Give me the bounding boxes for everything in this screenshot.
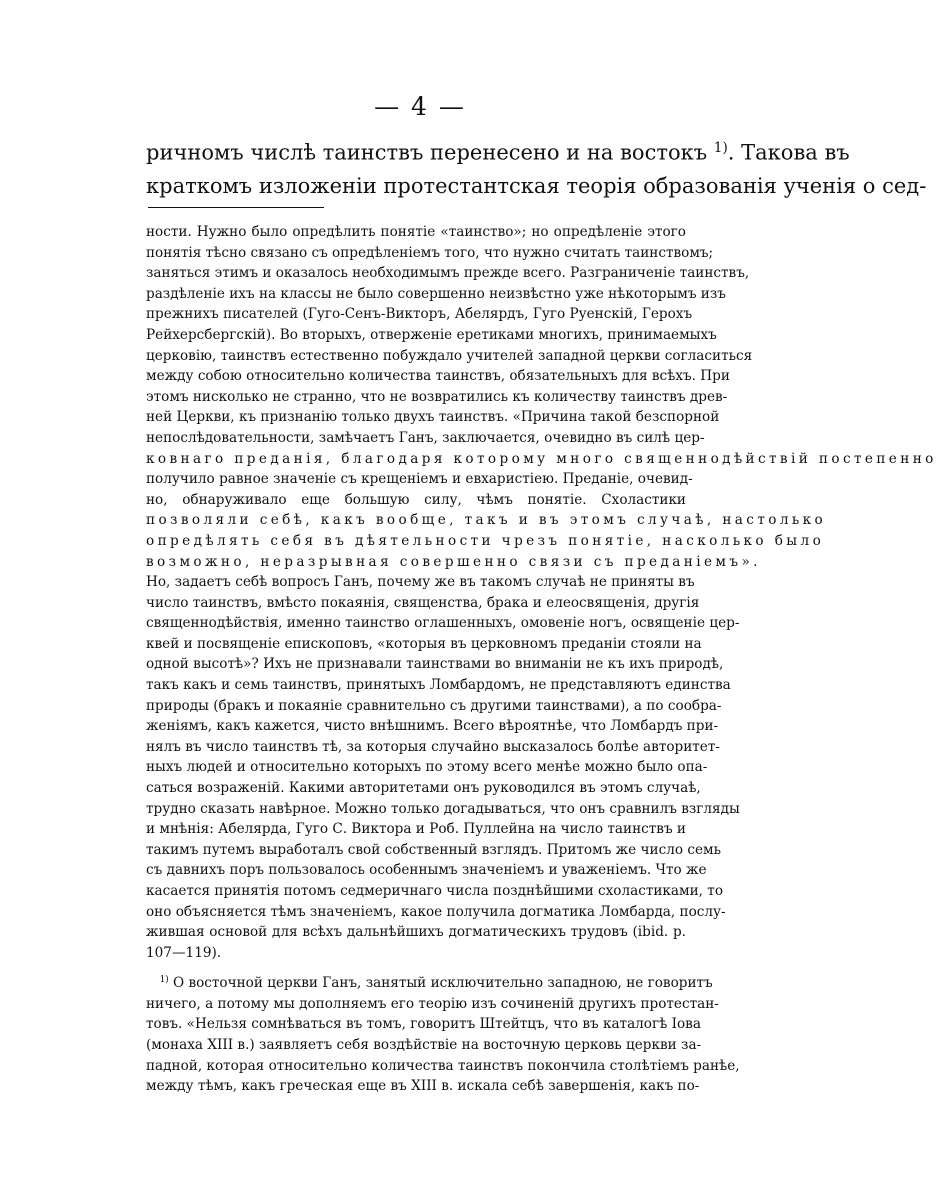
- note-line: ничего, а потому мы дополняемъ его теорію изъ сочиненій другихъ протестан-: [146, 995, 719, 1012]
- note-line: квей и посвященіе епископовъ, «которыя въ церковномъ преданіи стояли на: [146, 635, 702, 652]
- note-line: ней Церкви, къ признанію только двухъ таинствъ. «Причина такой безспорной: [146, 409, 720, 426]
- note-line: оно объясняется тѣмъ значеніемъ, какое получила догматика Ломбарда, послу-: [146, 903, 726, 920]
- note-line: и мнѣнія: Абелярда, Гуго С. Виктора и Роб. Пуллейна на число таинствъ и: [146, 821, 686, 838]
- note-line: ности. Нужно было опредѣлить понятіе «таинство»; но опредѣленіе этого: [146, 224, 686, 240]
- note-line: опредѣлять себя въ дѣятельности чрезъ понятіе, насколько было: [146, 532, 825, 549]
- note-line: позволяли себѣ, какъ вообще, такъ и въ этомъ случаѣ, настолько: [146, 512, 827, 529]
- note-line: товъ. «Нельзя сомнѣваться въ томъ, говоритъ Штейтцъ, что въ каталогѣ Іова: [146, 1016, 701, 1033]
- footnote-continuation: [146, 222, 937, 963]
- footnote-1-first-line: [146, 970, 713, 993]
- note-line: Но, задаетъ себѣ вопросъ Ганъ, почему же въ такомъ случаѣ не приняты въ: [146, 574, 695, 591]
- note-line: число таинствъ, вмѣсто покаянія, священства, брака и елеосвященія, другія: [146, 594, 700, 611]
- note-line: касается принятія потомъ седмеричнаго числа позднѣйшими схоластиками, то: [146, 883, 723, 899]
- footnote-separator: [148, 207, 324, 208]
- note-line: женіямъ, какъ кажется, чисто внѣшнимъ. Всего вѣроятнѣе, что Ломбардъ при-: [146, 718, 719, 735]
- note-line: прежнихъ писателей (Гуго-Сенъ-Викторъ, Абелярдъ, Гуго Руенскій, Герохъ: [146, 306, 693, 323]
- note-line: ковнаго преданія, благодаря которому много священнодѣйствій постепенно: [146, 450, 937, 467]
- note-line: саться возраженій. Какими авторитетами онъ руководился въ этомъ случаѣ,: [146, 780, 701, 797]
- note-line: понятія тѣсно связано съ опредѣленіемъ того, что нужно считать таинствомъ;: [146, 244, 714, 261]
- note-line: такъ какъ и семь таинствъ, принятыхъ Ломбардомъ, не представляютъ единства: [146, 677, 731, 694]
- note-line: церковію, таинствъ естественно побуждало учителей западной церкви согласиться: [146, 347, 753, 364]
- note-line: (монаха XIII в.) заявляетъ себя воздѣйствіе на восточную церковь церкви за-: [146, 1037, 702, 1054]
- footnote-1: [146, 970, 740, 1096]
- main-line-1-text: ричномъ числѣ таинствъ перенесено и на востокъ: [146, 140, 708, 165]
- note-line: Рейхерсбергскій). Во вторыхъ, отверженіе еретиками многихъ, принимаемыхъ: [146, 326, 717, 343]
- main-line-2: краткомъ изложеніи протестантская теорія образованія ученія о сед-: [146, 173, 927, 198]
- footnotes-block: [146, 222, 937, 1097]
- note-line: нялъ въ число таинствъ тѣ, за которыя случайно высказалось болѣе авторитет-: [146, 738, 720, 755]
- note-line: между тѣмъ, какъ греческая еще въ XIII в. искала себѣ завершенія, какъ по-: [146, 1078, 700, 1095]
- note-line: трудно сказать навѣрное. Можно только догадываться, что онъ сравнилъ взгляды: [146, 800, 740, 817]
- note-line: возможно, неразрывная совершенно связи съ преданіемъ».: [146, 553, 761, 570]
- note-line: этомъ нисколько не странно, что не возвратились къ количеству таинствъ древ-: [146, 388, 728, 405]
- note-line: природы (бракъ и покаяніе сравнительно съ другими таинствами), а по сообра-: [146, 697, 722, 714]
- note-line: раздѣленіе ихъ на классы не было совершенно неизвѣстно уже нѣкоторымъ изъ: [146, 285, 726, 302]
- note-line: священнодѣйствія, именно таинство оглашенныхъ, омовеніе ногъ, освященіе цер-: [146, 615, 740, 632]
- page-number: — 4 —: [374, 92, 466, 121]
- note-line: 107—119).: [146, 944, 222, 961]
- note-line: непослѣдовательности, замѣчаетъ Ганъ, заключается, очевидно въ силѣ цер-: [146, 429, 705, 446]
- note-line: но, обнаруживало еще большую силу, чѣмъ понятіе. Схоластики: [146, 491, 686, 508]
- main-body-text: [146, 132, 927, 203]
- footnote-1-mark: 1): [159, 975, 169, 986]
- main-line-1: ричномъ числѣ таинствъ перенесено и на востокъ $^{1)}$. Такова въ: [146, 140, 850, 165]
- note-line: одной высотѣ»? Ихъ не признавали таинствами во вниманіи не къ ихъ природѣ,: [146, 656, 724, 673]
- footnote-1-line-1-text: О восточной церкви Ганъ, занятый исключительно западною, не говоритъ: [172, 975, 713, 992]
- note-line: получило равное значеніе съ крещеніемъ и евхаристіею. Преданіе, очевид-: [146, 471, 693, 488]
- note-line: заняться этимъ и оказалось необходимымъ прежде всего. Разграниченіе таинствъ,: [146, 265, 750, 282]
- note-line: съ давнихъ поръ пользовалось особеннымъ значеніемъ и уваженіемъ. Что же: [146, 862, 707, 879]
- note-line: между собою относительно количества таинствъ, обязательныхъ для всѣхъ. При: [146, 368, 730, 385]
- note-line: ныхъ людей и относительно которыхъ по этому всего менѣе можно было опа-: [146, 759, 708, 776]
- main-line-1-end: Такова въ: [741, 140, 850, 165]
- footnote-ref-1: 1): [713, 140, 728, 156]
- note-line: такимъ путемъ выработалъ свой собственный взглядъ. Притомъ же число семь: [146, 841, 721, 858]
- note-line: жившая основой для всѣхъ дальнѣйшихъ догматическихъ трудовъ (ibid. p.: [146, 924, 686, 941]
- note-line: падной, которая относительно количества таинствъ покончила столѣтіемъ ранѣе,: [146, 1057, 740, 1074]
